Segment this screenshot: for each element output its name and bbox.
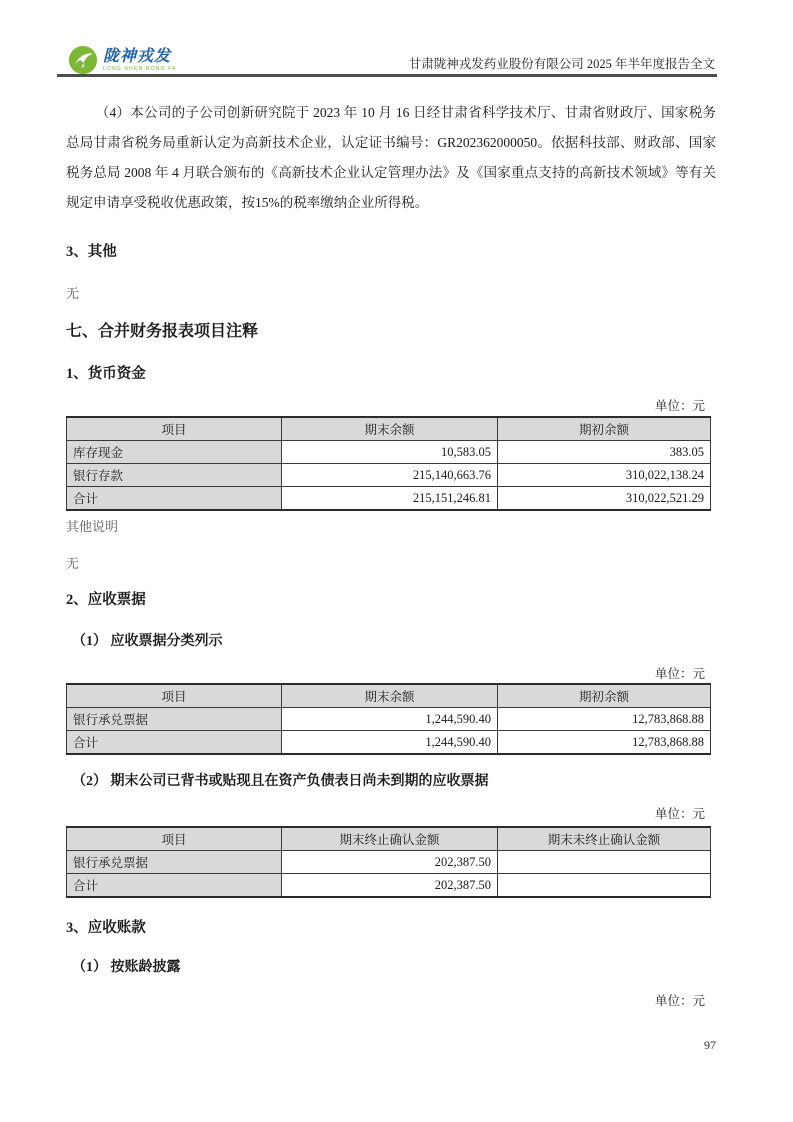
unit-label-1: 单位：元 bbox=[654, 399, 705, 413]
monetary-funds-table bbox=[66, 416, 711, 511]
unit-label-4: 单位：元 bbox=[654, 994, 705, 1008]
row-label: 合计 bbox=[67, 731, 282, 755]
heading-notes-receivable: 2、应收票据 bbox=[66, 592, 146, 608]
row-label: 库存现金 bbox=[67, 441, 282, 464]
col-header-beginning: 期初余额 bbox=[498, 417, 711, 441]
ending-balance: 215,151,246.81 bbox=[282, 487, 498, 511]
not-derecognized-amount bbox=[498, 851, 711, 874]
not-derecognized-amount bbox=[498, 874, 711, 898]
col-header-item: 项目 bbox=[67, 684, 282, 708]
table-row bbox=[67, 464, 711, 487]
table-row bbox=[67, 708, 711, 731]
col-header-derecognized: 期末终止确认金额 bbox=[282, 827, 498, 851]
endorsed-notes-table bbox=[66, 826, 711, 898]
table-header-row bbox=[67, 417, 711, 441]
row-label: 银行存款 bbox=[67, 464, 282, 487]
text-none-2: 无 bbox=[66, 556, 80, 571]
table-total-row bbox=[67, 731, 711, 755]
table-row bbox=[67, 441, 711, 464]
brand-name-cn: 陇神戎发 bbox=[103, 47, 172, 65]
col-header-ending: 期末余额 bbox=[282, 684, 498, 708]
heading-monetary-funds: 1、货币资金 bbox=[66, 366, 146, 382]
unit-label-2: 单位：元 bbox=[654, 667, 705, 681]
page-number: 97 bbox=[704, 1038, 716, 1052]
derecognized-amount: 202,387.50 bbox=[282, 851, 498, 874]
table-header-row bbox=[67, 827, 711, 851]
beginning-balance: 383.05 bbox=[498, 441, 711, 464]
derecognized-amount: 202,387.50 bbox=[282, 874, 498, 898]
heading-aging-disclosure: （1） 按账龄披露 bbox=[72, 960, 181, 975]
beginning-balance: 12,783,868.88 bbox=[498, 731, 711, 755]
beginning-balance: 12,783,868.88 bbox=[498, 708, 711, 731]
notes-receivable-table bbox=[66, 683, 711, 755]
table-total-row bbox=[67, 487, 711, 511]
ending-balance: 1,244,590.40 bbox=[282, 731, 498, 755]
heading-endorsed-notes: （2） 期末公司已背书或贴现且在资产负债表日尚未到期的应收票据 bbox=[72, 774, 489, 789]
brand-name-en: LONG SHEN RONG FA bbox=[103, 65, 177, 72]
table-total-row bbox=[67, 874, 711, 898]
row-label: 银行承兑票据 bbox=[67, 851, 282, 874]
heading-accounts-receivable: 3、应收账款 bbox=[66, 920, 146, 936]
beginning-balance: 310,022,521.29 bbox=[498, 487, 711, 511]
row-label: 银行承兑票据 bbox=[67, 708, 282, 731]
col-header-beginning: 期初余额 bbox=[498, 684, 711, 708]
header-divider bbox=[57, 74, 717, 77]
ending-balance: 10,583.05 bbox=[282, 441, 498, 464]
row-label: 合计 bbox=[67, 874, 282, 898]
col-header-ending: 期末余额 bbox=[282, 417, 498, 441]
ending-balance: 1,244,590.40 bbox=[282, 708, 498, 731]
company-logo bbox=[68, 45, 177, 75]
table-row bbox=[67, 851, 711, 874]
col-header-not-derecognized: 期末未终止确认金额 bbox=[498, 827, 711, 851]
col-header-item: 项目 bbox=[67, 417, 282, 441]
tax-note-paragraph: （4）本公司的子公司创新研究院于 2023 年 10 月 16 日经甘肃省科学技术厅、甘肃省财政厅、国家税务总局甘肃省税务局重新认定为高新技术企业，认定证书编号：GR202362000050。依据科技部、财政部、国家税务总局 2008 年 4 月联合颁布的《高新技术企业认定管理办法》及《国家重点支持的高新技术领域》等有关规定申请享受税收优惠政策，按15%的税率缴纳企业所得税。 bbox=[66, 105, 716, 210]
other-note-label: 其他说明 bbox=[66, 519, 119, 534]
beginning-balance: 310,022,138.24 bbox=[498, 464, 711, 487]
heading-notes-class: （1） 应收票据分类列示 bbox=[72, 634, 223, 649]
logo-bird-icon bbox=[68, 45, 98, 75]
heading-section-vii: 七、合并财务报表项目注释 bbox=[66, 323, 259, 340]
table-header-row bbox=[67, 684, 711, 708]
unit-label-3: 单位：元 bbox=[654, 807, 705, 821]
row-label: 合计 bbox=[67, 487, 282, 511]
brand-text bbox=[103, 49, 177, 72]
report-header-title: 甘肃陇神戎发药业股份有限公司 2025 年半年度报告全文 bbox=[408, 57, 715, 71]
col-header-item: 项目 bbox=[67, 827, 282, 851]
ending-balance: 215,140,663.76 bbox=[282, 464, 498, 487]
heading-other: 3、其他 bbox=[66, 244, 117, 260]
text-none-1: 无 bbox=[66, 286, 80, 301]
